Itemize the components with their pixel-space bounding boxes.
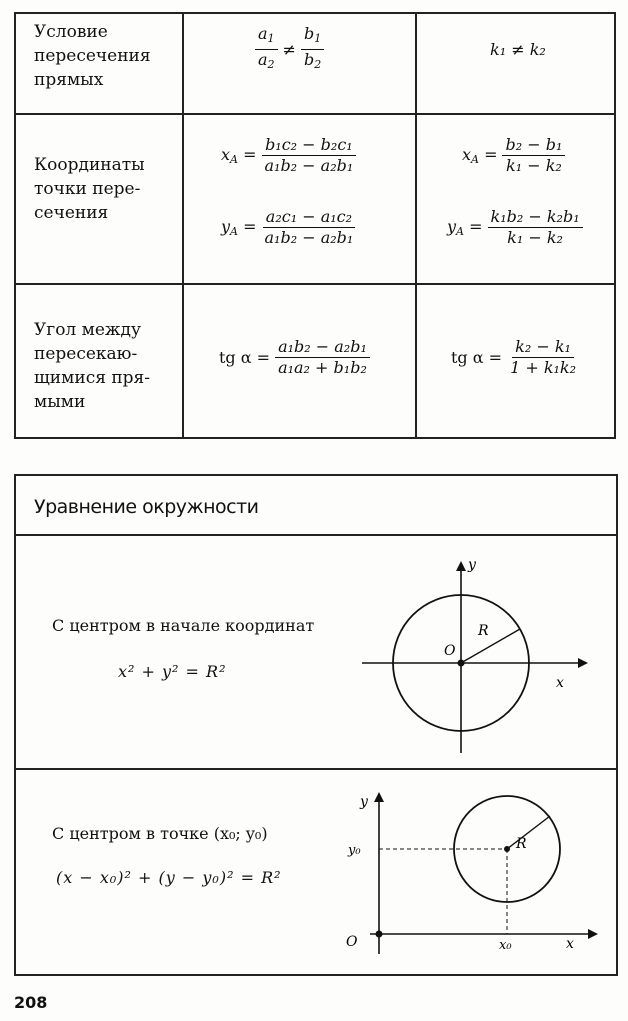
box-title-divider: [14, 534, 618, 536]
formula-yA-slope: $y_A$ = $\frac{\text{k₁b₂ − k₂b₁}}{\text{k₁ − k₂}}$: [447, 207, 588, 248]
radius-line: [461, 629, 520, 663]
formula-xA-general: $x_A$ = $\frac{\text{b₁c₂ − b₂c₁}}{\text{a₁b₂ − a₂b₁}}$: [221, 135, 361, 176]
box-section-divider: [14, 768, 618, 770]
x0-label: x₀: [499, 938, 512, 953]
table-border-bottom: [14, 437, 616, 439]
origin-circle-diagram: [350, 555, 590, 755]
table-row-divider: [14, 113, 616, 115]
formula-general-condition: $\frac{a_1}{a_2}$ ≠ $\frac{b_1}{b_2}$: [250, 24, 329, 75]
row-label-intersection-point: Координаты точки пере- сечения: [34, 155, 145, 223]
table-border-right: [614, 12, 616, 438]
box-border-right: [616, 474, 618, 975]
x-axis-label: x: [566, 936, 574, 952]
x-axis-arrow: [578, 658, 588, 668]
formula-slope-condition: k₁ ≠ k₂: [490, 40, 546, 59]
page-number: 208: [14, 993, 48, 1012]
y-axis-label: y: [360, 794, 368, 810]
formula-xA-slope: $x_A$ = $\frac{\text{b₂ − b₁}}{\text{k₁ − k₂}}$: [462, 135, 570, 176]
row-label-angle: Угол между пересекаю- щимися пря- мыми: [34, 320, 151, 412]
formula-yA-general: $y_A$ = $\frac{\text{a₂c₁ − a₁c₂}}{\text{a₁b₂ − a₂b₁}}$: [221, 207, 354, 247]
y-axis-arrow: [456, 561, 466, 571]
y0-label: y₀: [348, 843, 361, 858]
y-axis-arrow: [374, 792, 384, 802]
origin-point: [376, 931, 383, 938]
formula-tangent-general: tg α = $\frac{\text{a₁b₂ − a₂b₁}}{\text{a₁a₂ + b₁b₂}}$: [219, 337, 375, 378]
x-axis-label: x: [556, 675, 564, 691]
y-axis-label: y: [468, 557, 476, 573]
section-title: Уравнение окружности: [34, 496, 259, 518]
point-circle-label: С центром в точке (x₀; y₀): [52, 824, 268, 843]
shifted-circle-diagram: [340, 786, 600, 962]
table-border-top: [14, 12, 616, 14]
point-circle-formula: (x − x₀)² + (y − y₀)² = R²: [56, 868, 282, 887]
origin-circle-label: С центром в начале координат: [52, 616, 315, 635]
center-point: [504, 846, 510, 852]
radius-line: [507, 816, 550, 849]
formula-tangent-slope: tg α = $\frac{\text{k₂ − k₁}}{\text{1 + k₁k₂}}$: [451, 337, 577, 377]
center-point: [458, 660, 465, 667]
row-label-intersection-condition: Условие пересечения прямых: [34, 22, 151, 90]
origin-circle-formula: x² + y² = R²: [118, 662, 227, 681]
x-axis-arrow: [588, 929, 598, 939]
box-border-bottom: [14, 974, 618, 976]
box-border-left: [14, 474, 16, 975]
origin-label: O: [444, 643, 456, 659]
table-border-left: [14, 12, 16, 438]
origin-label: O: [346, 934, 358, 950]
table-col-divider: [182, 12, 184, 438]
box-border-top: [14, 474, 618, 476]
radius-label: R: [516, 836, 527, 852]
table-row-divider: [14, 283, 616, 285]
table-col-divider: [415, 12, 417, 438]
radius-label: R: [478, 623, 489, 639]
